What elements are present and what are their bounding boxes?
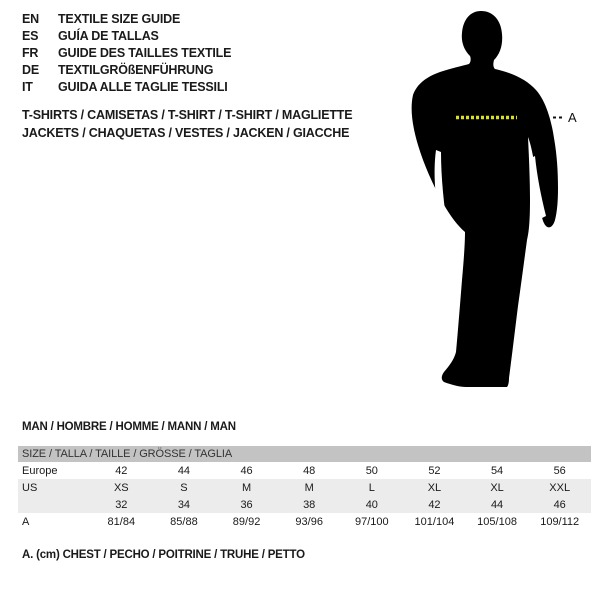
cell: M xyxy=(278,479,341,496)
category-lines xyxy=(22,106,352,142)
cell: 36 xyxy=(215,496,278,513)
lang-code: FR xyxy=(22,45,39,60)
cell: 50 xyxy=(341,462,404,479)
cell: 52 xyxy=(403,462,466,479)
cell: 54 xyxy=(466,462,529,479)
table-row xyxy=(18,462,591,479)
lang-code: IT xyxy=(22,79,33,94)
cell: 97/100 xyxy=(341,513,404,530)
lang-label: GUIDE DES TAILLES TEXTILE xyxy=(58,45,232,60)
table-header: SIZE / TALLA / TAILLE / GRÖSSE / TAGLIA xyxy=(18,446,591,462)
cell: 38 xyxy=(278,496,341,513)
cell: 89/92 xyxy=(215,513,278,530)
list-item xyxy=(22,78,231,95)
row-label: US xyxy=(18,479,90,496)
category-tshirts: T-SHIRTS / CAMISETAS / T-SHIRT / T-SHIRT / MAGLIETTE xyxy=(22,108,353,122)
table-header-row xyxy=(18,446,591,462)
cell: 101/104 xyxy=(403,513,466,530)
cell: 109/112 xyxy=(528,513,591,530)
language-list xyxy=(22,10,231,95)
lang-code: EN xyxy=(22,11,39,26)
lang-label: TEXTILGRÖßENFÜHRUNG xyxy=(58,62,214,77)
measurement-legend: A. (cm) CHEST / PECHO / POITRINE / TRUHE / PETTO xyxy=(22,549,305,561)
list-item xyxy=(22,61,231,78)
size-table xyxy=(18,446,591,530)
cell: 48 xyxy=(278,462,341,479)
man-silhouette xyxy=(412,11,558,387)
lang-label: GUIDA ALLE TAGLIE TESSILI xyxy=(58,79,228,94)
cell: 44 xyxy=(466,496,529,513)
cell: S xyxy=(153,479,216,496)
row-label xyxy=(18,496,90,513)
cell: XL xyxy=(466,479,529,496)
list-item xyxy=(22,27,231,44)
table-row xyxy=(18,513,591,530)
list-item xyxy=(22,10,231,27)
table-row xyxy=(18,496,591,513)
cell: XS xyxy=(90,479,153,496)
cell: 93/96 xyxy=(278,513,341,530)
cell: 32 xyxy=(90,496,153,513)
lang-code: ES xyxy=(22,28,39,43)
section-title: MAN / HOMBRE / HOMME / MANN / MAN xyxy=(22,421,236,433)
list-item xyxy=(22,44,231,61)
cell: L xyxy=(341,479,404,496)
lang-label: TEXTILE SIZE GUIDE xyxy=(58,11,181,26)
cell: 81/84 xyxy=(90,513,153,530)
cell: 40 xyxy=(341,496,404,513)
cell: 46 xyxy=(528,496,591,513)
table-row xyxy=(18,479,591,496)
cell: XXL xyxy=(528,479,591,496)
cell: 46 xyxy=(215,462,278,479)
cell: 85/88 xyxy=(153,513,216,530)
lang-code: DE xyxy=(22,62,39,77)
cell: 44 xyxy=(153,462,216,479)
cell: 42 xyxy=(403,496,466,513)
cell: 42 xyxy=(90,462,153,479)
row-label: A xyxy=(18,513,90,530)
cell: M xyxy=(215,479,278,496)
cell: 34 xyxy=(153,496,216,513)
category-jackets: JACKETS / CHAQUETAS / VESTES / JACKEN / GIACCHE xyxy=(22,126,350,140)
man-silhouette-figure xyxy=(400,0,600,400)
cell: 56 xyxy=(528,462,591,479)
measure-label-a: A xyxy=(568,110,577,125)
man-silhouette-svg xyxy=(400,0,600,400)
cell: XL xyxy=(403,479,466,496)
cell: 105/108 xyxy=(466,513,529,530)
row-label: Europe xyxy=(18,462,90,479)
lang-label: GUÍA DE TALLAS xyxy=(58,28,159,43)
